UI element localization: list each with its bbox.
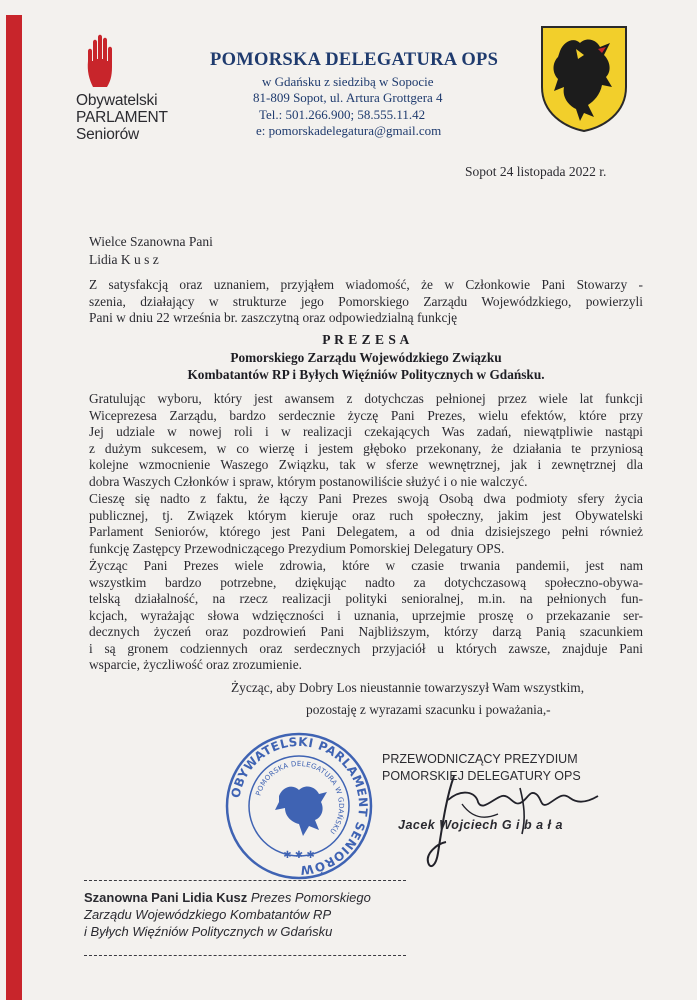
paragraph-line: Gratulując wyboru, który jest awansem z dotychczas pełnionej przez wiele lat funkcji — [89, 391, 643, 406]
divider-bottom — [84, 955, 406, 956]
closing-regards: pozostaję z wyrazami szacunku i poważania,- — [306, 702, 551, 717]
org-phone-line: Tel.: 501.266.900; 58.555.11.42 — [259, 107, 426, 122]
paragraph-wishes — [89, 558, 643, 674]
union-name-line-1: Pomorskiego Zarządu Wojewódzkiego Związku — [230, 350, 502, 365]
paragraph-line: i są gronem codziennych oraz serdecznych przyjaciół u których zawsze, znajduje Pani — [89, 640, 643, 656]
paragraph-line: Parlament Seniorów, którego jest Pani Delegatem, a od dnia dzisiejszego pełni również — [89, 524, 643, 539]
paragraph-line: decznych życzeń oraz pozdrowień Pani Najbliższym, którzy darzą Panią szacunkiem — [89, 624, 643, 639]
org-address-line: 81-809 Sopot, ul. Artura Grottgera 4 — [253, 90, 443, 105]
paragraph-line: Jej udziale w nowej roli i w realizacji czekających Was zadań, niewątpliwie nastąpi — [89, 424, 643, 439]
parliament-logo-text — [76, 92, 168, 143]
divider-top — [84, 880, 406, 881]
letter-page — [22, 0, 697, 1000]
org-email-line: e: pomorskadelegatura@gmail.com — [256, 123, 442, 138]
paragraph-line: Pani w dniu 22 września br. zaszczytną oraz odpowiedzialną funkcję — [89, 310, 458, 325]
paragraph-congratulations — [89, 391, 643, 490]
paragraph-line: telską działalność, na rzecz realizacji polityki senioralnej, m.in. na pełnionych fun- — [89, 591, 643, 606]
letter-date: Sopot 24 listopada 2022 r. — [465, 164, 607, 179]
paragraph-line: szenia, działający w strukturze jego Pomorskiego Zarządu Wojewódzkiego, powierzyli — [89, 293, 643, 309]
organization-name: POMORSKA DELEGATURA OPS — [210, 50, 499, 70]
addressee-bold-name: Szanowna Pani Lidia Kusz — [84, 890, 248, 905]
paragraph-line: funkcję Zastępcy Przewodniczącego Prezydium Pomorskiej Delegatury OPS. — [89, 540, 505, 556]
salutation: Wielce Szanowna Pani — [89, 234, 213, 249]
closing-wish: Życząc, aby Dobry Los nieustannie towarzyszył Wam wszystkim, — [231, 680, 585, 695]
role-title: P R E Z E S A — [322, 332, 410, 347]
svg-text:✱ ✱ ✱: ✱ ✱ ✱ — [283, 850, 315, 861]
signatory-title-line-2: POMORSKIEJ DELEGATURY OPS — [382, 769, 581, 783]
paragraph-dual-role — [89, 491, 643, 557]
paragraph-line: kolejne wzmocnienie Waszego Związku, tak w sferze wewnętrznej, jak i zewnętrznej dla — [89, 457, 643, 472]
paragraph-line: Z satysfakcją oraz uznaniem, przyjąłem wiadomość, że w Członkowie Pani Stowarzy - — [89, 277, 643, 292]
union-name-line-2: Kombatantów RP i Byłych Więźniów Politycznych w Gdańsku. — [187, 367, 545, 382]
logo-line-3: Seniorów — [76, 126, 140, 143]
seniors-parliament-stamp-icon — [223, 730, 375, 882]
signatory-name: Jacek Wojciech G i b a ł a — [398, 818, 563, 832]
stamp-outer-text: OBYWATELSKI PARLAMENT SENIORÓW — [228, 734, 371, 878]
paragraph-line: Życząc Pani Prezes wiele zdrowia, które w czasie trwania pandemii, jest nam — [89, 558, 643, 573]
paragraph-line: publicznej, tj. Związek którym kieruje oraz ruch społeczny, jakim jest Obywatelski — [89, 507, 643, 523]
org-seat-line: w Gdańsku z siedzibą w Sopocie — [262, 74, 434, 89]
stamp-inner-text: POMORSKA DELEGATURA W GDAŃSKU — [254, 759, 346, 836]
paragraph-line: wszystkim bardzo potrzebne, dziękując nadto za dotychczasową społeczno-obywa- — [89, 574, 643, 590]
addressee-line-1: Prezes Pomorskiego — [247, 890, 371, 905]
paragraph-line: kcjach, wyrażając słowa wdzięczności i uznania, uprzejmie proszę o przekazanie ser- — [89, 607, 643, 623]
recipient-name: Lidia K u s z — [89, 252, 159, 267]
logo-line-1: Obywatelski — [76, 92, 158, 109]
raised-hand-logo-icon — [83, 33, 121, 89]
left-red-margin-bar — [6, 15, 22, 1000]
paragraph-line: Cieszę się nadto z faktu, że łączy Pani Prezes swoją Osobą dwa podmioty sfery życia — [89, 491, 643, 506]
paragraph-line: Wiceprezesa Zarządu, bardzo serdecznie życzę Pani Prezes, wielu efektów, które przy — [89, 407, 643, 423]
paragraph-intro — [89, 277, 643, 327]
logo-line-2: PARLAMENT — [76, 109, 168, 126]
addressee-line-3: i Byłych Więźniów Politycznych w Gdańsku — [84, 924, 333, 939]
addressee-block — [84, 889, 371, 940]
signatory-title-line-1: PRZEWODNICZĄCY PREZYDIUM — [382, 752, 578, 766]
paragraph-line: dobra Waszych Członków i spraw, którym postanowiliście służyć i o nie walczyć. — [89, 473, 528, 489]
paragraph-line: z dużym sukcesem, w co wierzę i jestem głęboko przekonany, że działania te przyniosą — [89, 440, 643, 456]
addressee-line-2: Zarządu Wojewódzkiego Kombatantów RP — [84, 907, 332, 922]
paragraph-line: wsparcie, życzliwość oraz zrozumienie. — [89, 657, 303, 672]
handwritten-signature-icon — [402, 758, 612, 873]
griffin-coat-of-arms-icon — [540, 25, 628, 133]
